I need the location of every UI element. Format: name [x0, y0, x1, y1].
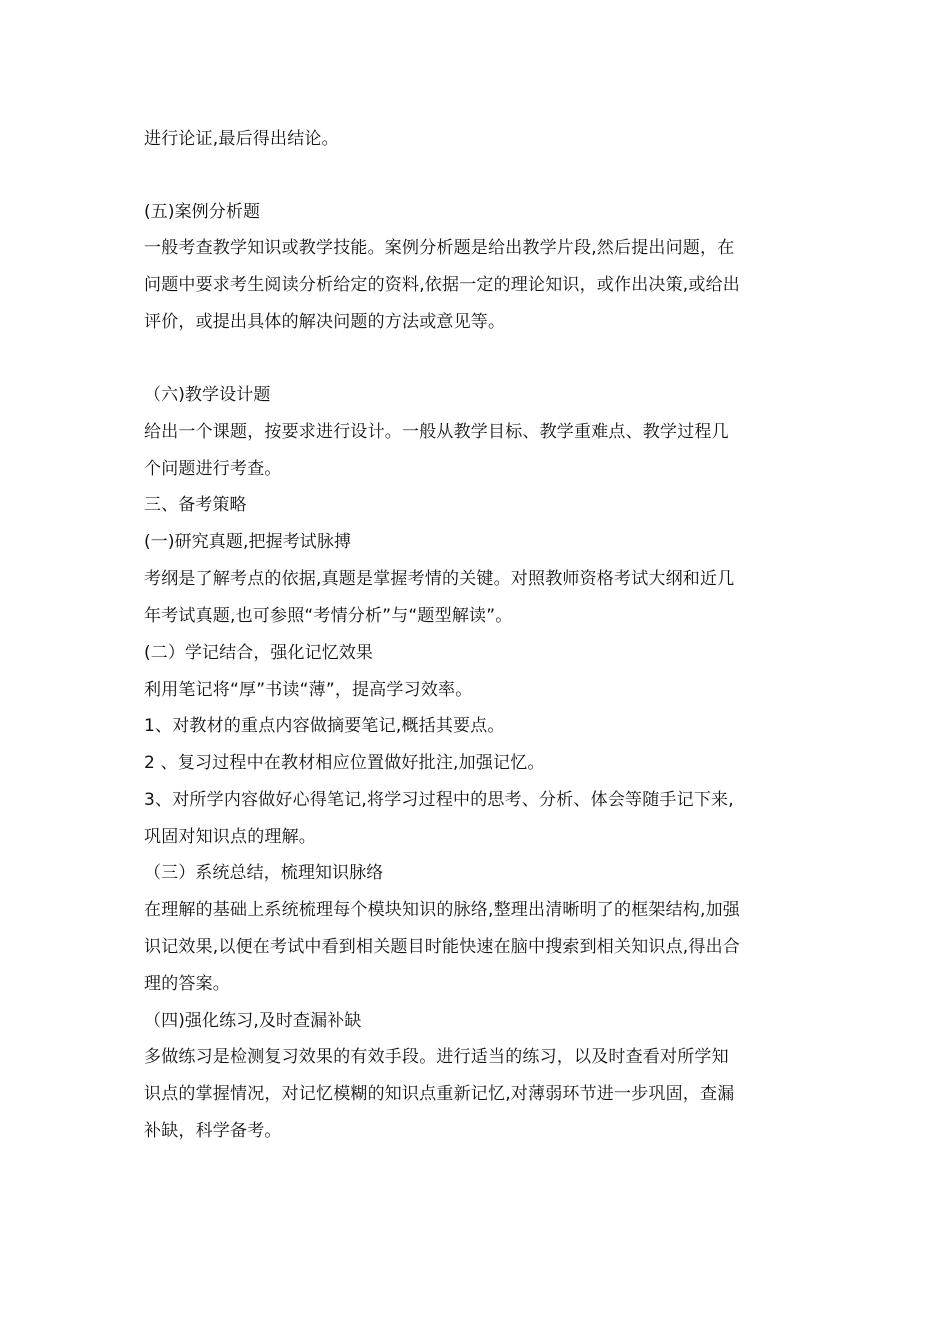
- subsection-heading: (一)研究真题,把握考试脉搏: [144, 532, 352, 552]
- section-heading: 三、备考策略: [144, 495, 247, 515]
- paragraph-line: 识记效果,以便在考试中看到相关题目时能快速在脑中搜索到相关知识点,得出合: [144, 937, 741, 957]
- subsection-heading: （四)强化练习,及时查漏补缺: [144, 1011, 362, 1031]
- paragraph-line: 进行论证,最后得出结论。: [144, 129, 339, 149]
- paragraph-line: 利用笔记将“厚”书读“薄”，提高学习效率。: [144, 680, 473, 700]
- subsection-heading: (二）学记结合，强化记忆效果: [144, 643, 374, 663]
- subsection-heading: （三）系统总结，梳理知识脉络: [144, 863, 384, 883]
- list-item: 1、对教材的重点内容做摘要笔记,概括其要点。: [144, 716, 505, 736]
- paragraph-line: 巩固对知识点的理解。: [144, 827, 316, 847]
- section-heading: （六)教学设计题: [144, 385, 271, 405]
- paragraph-line: 一般考查教学知识或教学技能。案例分析题是给出教学片段,然后提出问题，在: [144, 238, 735, 258]
- paragraph-line: 年考试真题,也可参照“考情分析”与“题型解读”。: [144, 606, 513, 626]
- list-item: 2 、复习过程中在教材相应位置做好批注,加强记忆。: [144, 753, 545, 773]
- paragraph-line: 考纲是了解考点的依据,真题是掌握考情的关键。对照教师资格考试大纲和近几: [144, 569, 735, 589]
- paragraph-line: 补缺，科学备考。: [144, 1121, 282, 1141]
- paragraph-line: 评价，或提出具体的解决问题的方法或意见等。: [144, 312, 506, 332]
- paragraph-line: 个问题进行考查。: [144, 459, 282, 479]
- paragraph-line: 在理解的基础上系统梳理每个模块知识的脉络,整理出清晰明了的框架结构,加强: [144, 900, 741, 920]
- paragraph-line: 理的答案。: [144, 974, 230, 994]
- paragraph-line: 给出一个课题，按要求进行设计。一般从教学目标、教学重难点、教学过程几: [144, 422, 729, 442]
- section-heading: (五)案例分析题: [144, 202, 261, 222]
- paragraph-line: 多做练习是检测复习效果的有效手段。进行适当的练习，以及时查看对所学知: [144, 1047, 729, 1067]
- paragraph-line: 识点的掌握情况，对记忆模糊的知识点重新记忆,对薄弱环节进一步巩固，查漏: [144, 1084, 735, 1104]
- list-item: 3、对所学内容做好心得笔记,将学习过程中的思考、分析、体会等随手记下来,: [144, 790, 734, 810]
- paragraph-line: 问题中要求考生阅读分析给定的资料,依据一定的理论知识，或作出决策,或给出: [144, 275, 741, 295]
